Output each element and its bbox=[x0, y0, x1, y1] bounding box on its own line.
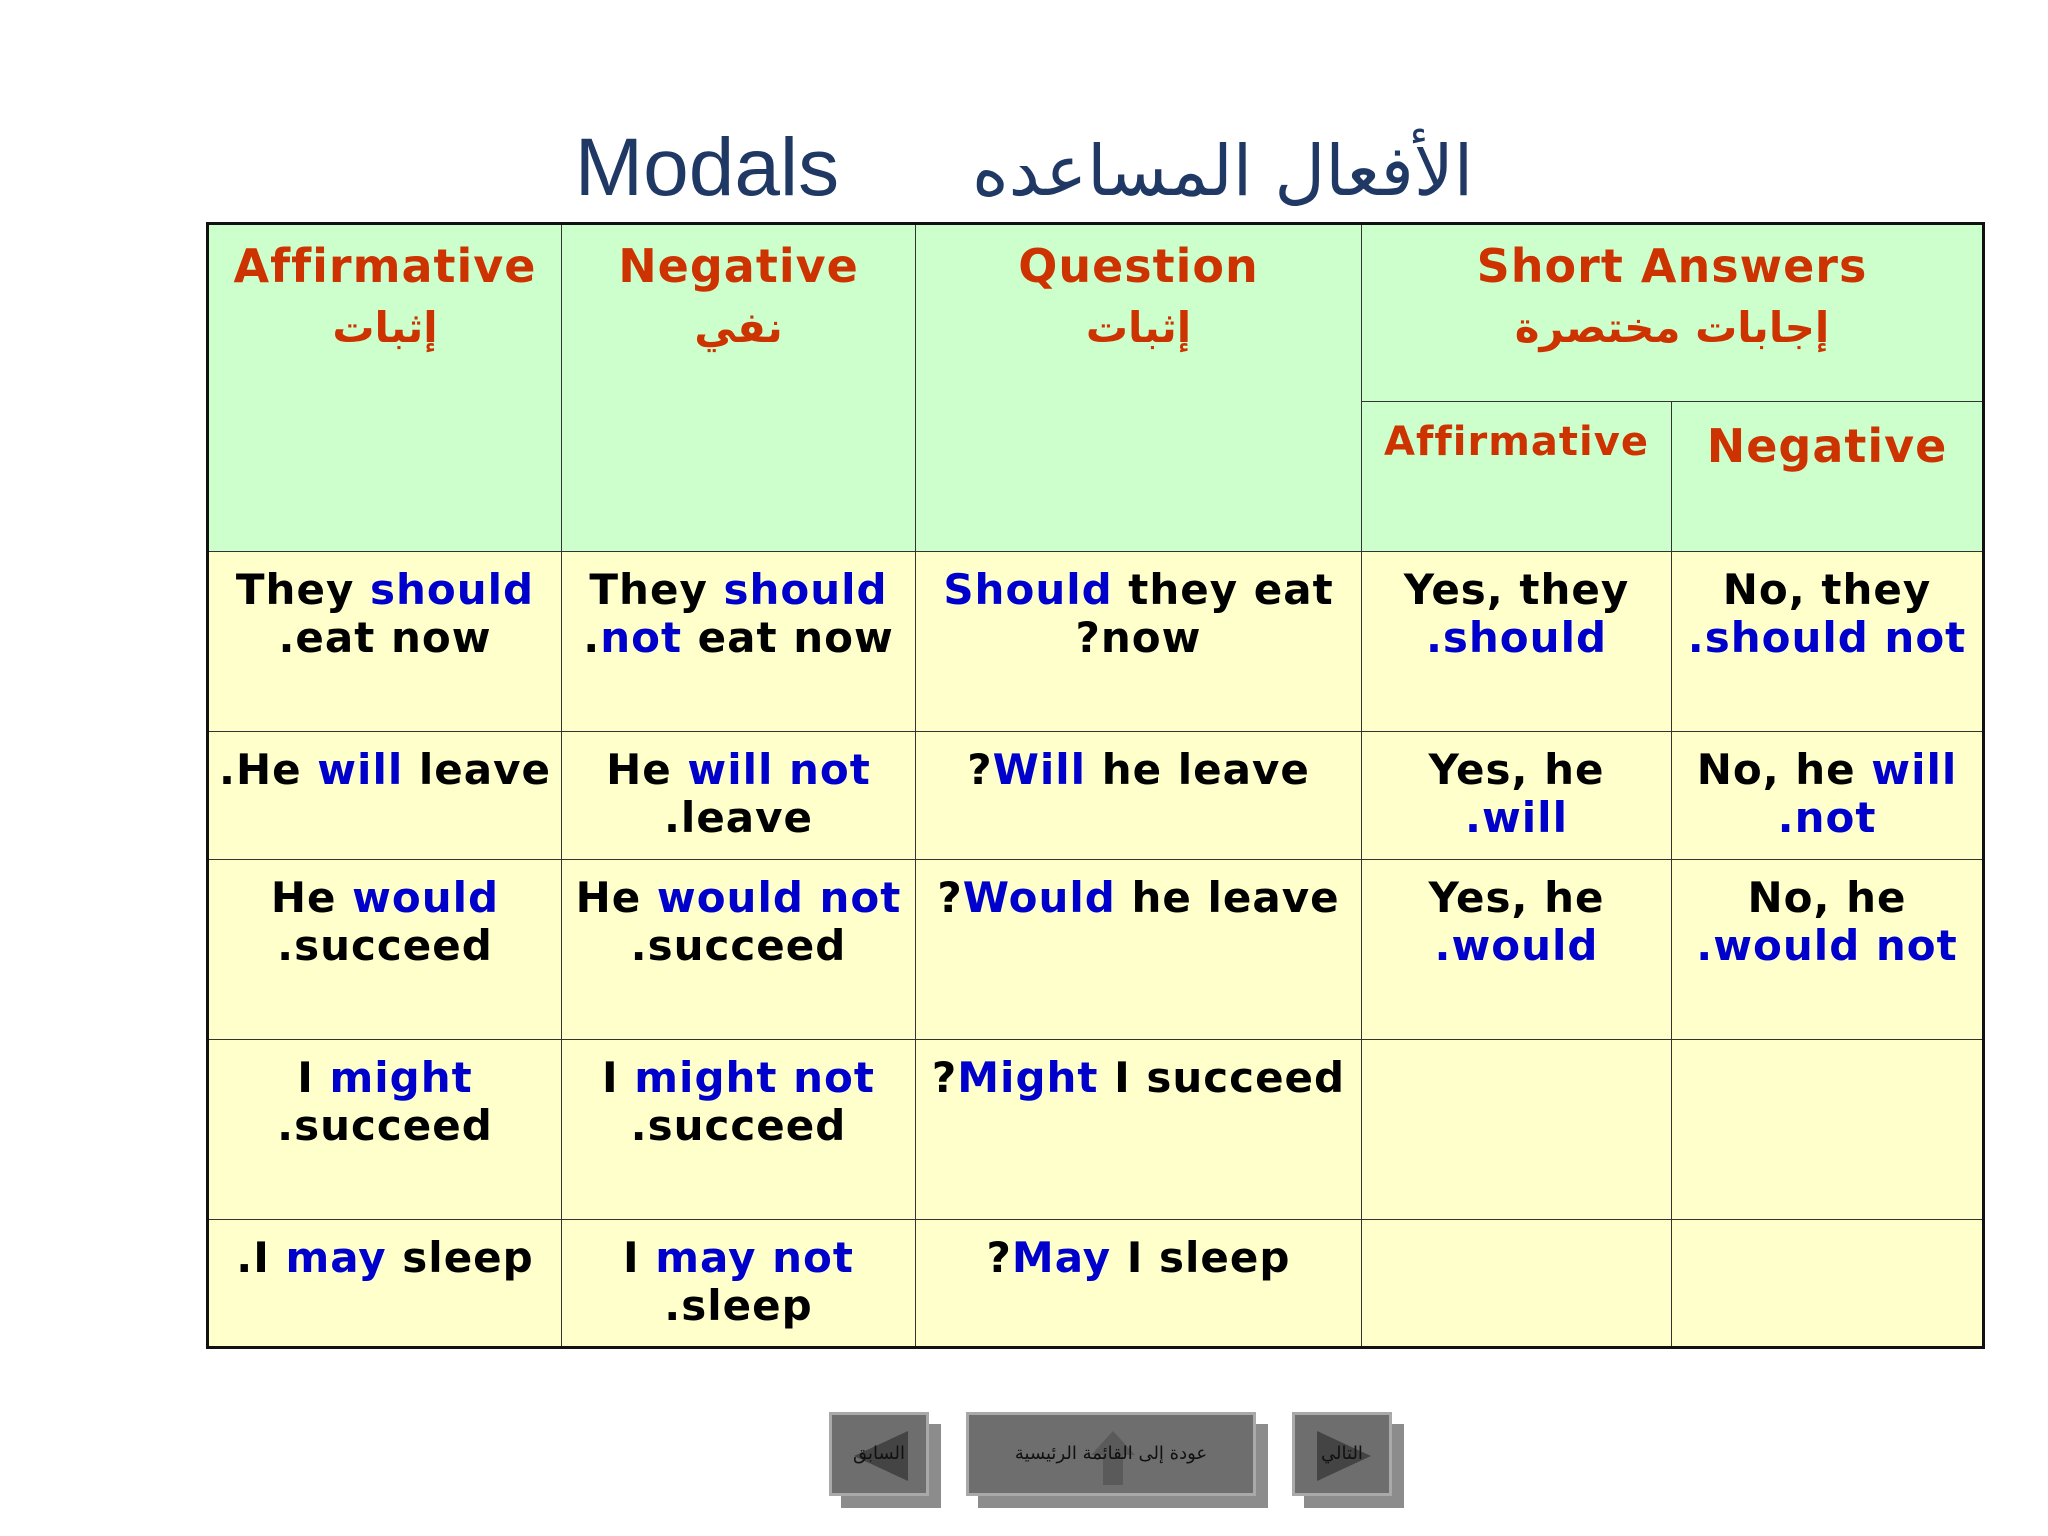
cell-line bbox=[922, 874, 1355, 922]
sentence-text: he leave bbox=[1086, 745, 1310, 794]
modal-verb: may not bbox=[655, 1233, 854, 1282]
cell-short-affirmative bbox=[1362, 552, 1672, 732]
sentence-text: He bbox=[575, 873, 657, 922]
modal-verb: .not bbox=[1777, 793, 1877, 842]
cell-short-negative bbox=[1672, 552, 1984, 732]
cell-line bbox=[1678, 746, 1976, 794]
sentence-text: I succeed bbox=[1098, 1053, 1346, 1102]
cell-question bbox=[916, 732, 1362, 860]
cell-line bbox=[215, 1054, 555, 1102]
cell-line bbox=[922, 746, 1355, 794]
cell-line bbox=[1368, 566, 1665, 614]
page-title bbox=[0, 118, 2048, 221]
home-label: عودة إلى القائمة الرئيسية bbox=[1014, 1443, 1208, 1464]
sentence-text: .He bbox=[219, 745, 318, 794]
cell-line bbox=[215, 1102, 555, 1150]
cell-short-affirmative bbox=[1362, 860, 1672, 1040]
sentence-text: .succeed bbox=[630, 1101, 847, 1150]
sentence-text: He bbox=[270, 873, 353, 922]
next-label: التالي bbox=[1321, 1443, 1363, 1464]
sentence-text: He bbox=[606, 745, 688, 794]
sentence-text: .leave bbox=[663, 793, 814, 842]
cell-line bbox=[215, 874, 555, 922]
sentence-text: I bbox=[602, 1053, 635, 1102]
modal-verb: not bbox=[600, 613, 683, 662]
cell-line bbox=[568, 1102, 909, 1150]
previous-label: السابق bbox=[852, 1443, 906, 1464]
cell-negative bbox=[562, 1040, 916, 1220]
sentence-text: sleep bbox=[386, 1233, 534, 1282]
sentence-text: ? bbox=[931, 1053, 958, 1102]
sentence-text: .succeed bbox=[277, 921, 493, 970]
header-negative: Negative نفي bbox=[562, 224, 916, 552]
cell-line bbox=[1678, 566, 1976, 614]
cell-line bbox=[215, 1234, 555, 1282]
table-row bbox=[208, 1040, 1984, 1220]
cell-short-negative bbox=[1672, 732, 1984, 860]
sentence-text: Yes, he bbox=[1428, 745, 1605, 794]
modal-verb: .would bbox=[1434, 921, 1599, 970]
cell-question bbox=[916, 860, 1362, 1040]
modal-verb: would not bbox=[656, 873, 902, 922]
sentence-text: eat now bbox=[682, 613, 894, 662]
sentence-text: I sleep bbox=[1111, 1233, 1291, 1282]
modal-verb: Might bbox=[957, 1053, 1099, 1102]
cell-line bbox=[568, 566, 909, 614]
sentence-text: . bbox=[583, 613, 601, 662]
home-button[interactable] bbox=[966, 1412, 1256, 1496]
cell-affirmative bbox=[208, 732, 562, 860]
cell-negative bbox=[562, 860, 916, 1040]
sentence-text: they eat bbox=[1112, 565, 1334, 614]
cell-line bbox=[1678, 874, 1976, 922]
cell-question bbox=[916, 1040, 1362, 1220]
cell-short-negative bbox=[1672, 1040, 1984, 1220]
cell-affirmative bbox=[208, 860, 562, 1040]
cell-negative bbox=[562, 1220, 916, 1348]
previous-button[interactable] bbox=[829, 1412, 929, 1496]
modal-verb: .should bbox=[1425, 613, 1608, 662]
modal-verb: will bbox=[1871, 745, 1958, 794]
cell-short-negative bbox=[1672, 860, 1984, 1040]
cell-short-negative bbox=[1672, 1220, 1984, 1348]
cell-question bbox=[916, 1220, 1362, 1348]
cell-line bbox=[922, 1234, 1355, 1282]
modal-verb: Would bbox=[962, 873, 1116, 922]
cell-short-affirmative bbox=[1362, 1040, 1672, 1220]
sentence-text: ? bbox=[937, 873, 963, 922]
modal-verb: may bbox=[285, 1233, 387, 1282]
modal-verb: .should not bbox=[1687, 613, 1967, 662]
cell-line bbox=[1368, 746, 1665, 794]
cell-line bbox=[1678, 794, 1976, 842]
table-row bbox=[208, 860, 1984, 1040]
sentence-text: I bbox=[623, 1233, 656, 1282]
cell-line bbox=[1678, 614, 1976, 662]
cell-line bbox=[215, 614, 555, 662]
cell-line bbox=[568, 874, 909, 922]
modal-verb: Should bbox=[943, 565, 1113, 614]
modal-verb: May bbox=[1011, 1233, 1112, 1282]
sentence-text: ? bbox=[986, 1233, 1012, 1282]
cell-line bbox=[568, 1234, 909, 1282]
modal-verb: will bbox=[317, 745, 404, 794]
cell-line bbox=[568, 746, 909, 794]
cell-negative bbox=[562, 552, 916, 732]
modal-verb: should bbox=[369, 565, 535, 614]
cell-line bbox=[1368, 794, 1665, 842]
cell-line bbox=[215, 746, 555, 794]
cell-affirmative bbox=[208, 552, 562, 732]
cell-short-affirmative bbox=[1362, 732, 1672, 860]
sentence-text: No, he bbox=[1747, 873, 1907, 922]
header-affirmative: Affirmative إثبات bbox=[208, 224, 562, 552]
sentence-text: I bbox=[297, 1053, 330, 1102]
modal-verb: will not bbox=[687, 745, 871, 794]
cell-line bbox=[568, 614, 909, 662]
cell-line bbox=[215, 566, 555, 614]
modal-verb: .will bbox=[1465, 793, 1568, 842]
cell-line bbox=[215, 922, 555, 970]
sentence-text: They bbox=[589, 565, 724, 614]
modal-verb: would bbox=[352, 873, 500, 922]
table-row bbox=[208, 732, 1984, 860]
sentence-text: leave bbox=[403, 745, 551, 794]
cell-affirmative bbox=[208, 1220, 562, 1348]
sentence-text: No, they bbox=[1722, 565, 1932, 614]
header-question: Question إثبات bbox=[916, 224, 1362, 552]
sentence-text: Yes, they bbox=[1403, 565, 1630, 614]
cell-line bbox=[922, 566, 1355, 614]
modal-verb: might not bbox=[634, 1053, 875, 1102]
table-row bbox=[208, 1220, 1984, 1348]
sentence-text: he leave bbox=[1115, 873, 1340, 922]
header-short-affirmative: Affirmative bbox=[1362, 402, 1672, 552]
title-english: Modals bbox=[574, 122, 840, 213]
table-row bbox=[208, 552, 1984, 732]
cell-line bbox=[922, 614, 1355, 662]
header-short-negative: Negative bbox=[1672, 402, 1984, 552]
sentence-text: .I bbox=[236, 1233, 286, 1282]
sentence-text: ?now bbox=[1075, 613, 1202, 662]
cell-short-affirmative bbox=[1362, 1220, 1672, 1348]
cell-line bbox=[568, 1054, 909, 1102]
cell-line bbox=[922, 1054, 1355, 1102]
next-button[interactable] bbox=[1292, 1412, 1392, 1496]
modal-verb: might bbox=[329, 1053, 473, 1102]
sentence-text: Yes, he bbox=[1428, 873, 1605, 922]
cell-affirmative bbox=[208, 1040, 562, 1220]
sentence-text: .sleep bbox=[664, 1281, 813, 1330]
cell-line bbox=[568, 794, 909, 842]
header-short-answers: Short Answers إجابات مختصرة bbox=[1362, 224, 1984, 402]
cell-line bbox=[568, 922, 909, 970]
cell-line bbox=[1368, 614, 1665, 662]
cell-line bbox=[1368, 874, 1665, 922]
cell-line bbox=[568, 1282, 909, 1330]
cell-question bbox=[916, 552, 1362, 732]
sentence-text: .succeed bbox=[630, 921, 847, 970]
sentence-text: ? bbox=[967, 745, 993, 794]
sentence-text: They bbox=[235, 565, 370, 614]
modal-verb: Will bbox=[992, 745, 1087, 794]
modals-table bbox=[206, 222, 1985, 1349]
sentence-text: .eat now bbox=[278, 613, 492, 662]
title-arabic: الأفعال المساعده bbox=[971, 130, 1474, 212]
sentence-text: .succeed bbox=[277, 1101, 493, 1150]
cell-negative bbox=[562, 732, 916, 860]
cell-line bbox=[1368, 922, 1665, 970]
modal-verb: should bbox=[723, 565, 888, 614]
cell-line bbox=[1678, 922, 1976, 970]
modal-verb: .would not bbox=[1696, 921, 1958, 970]
sentence-text: No, he bbox=[1696, 745, 1872, 794]
